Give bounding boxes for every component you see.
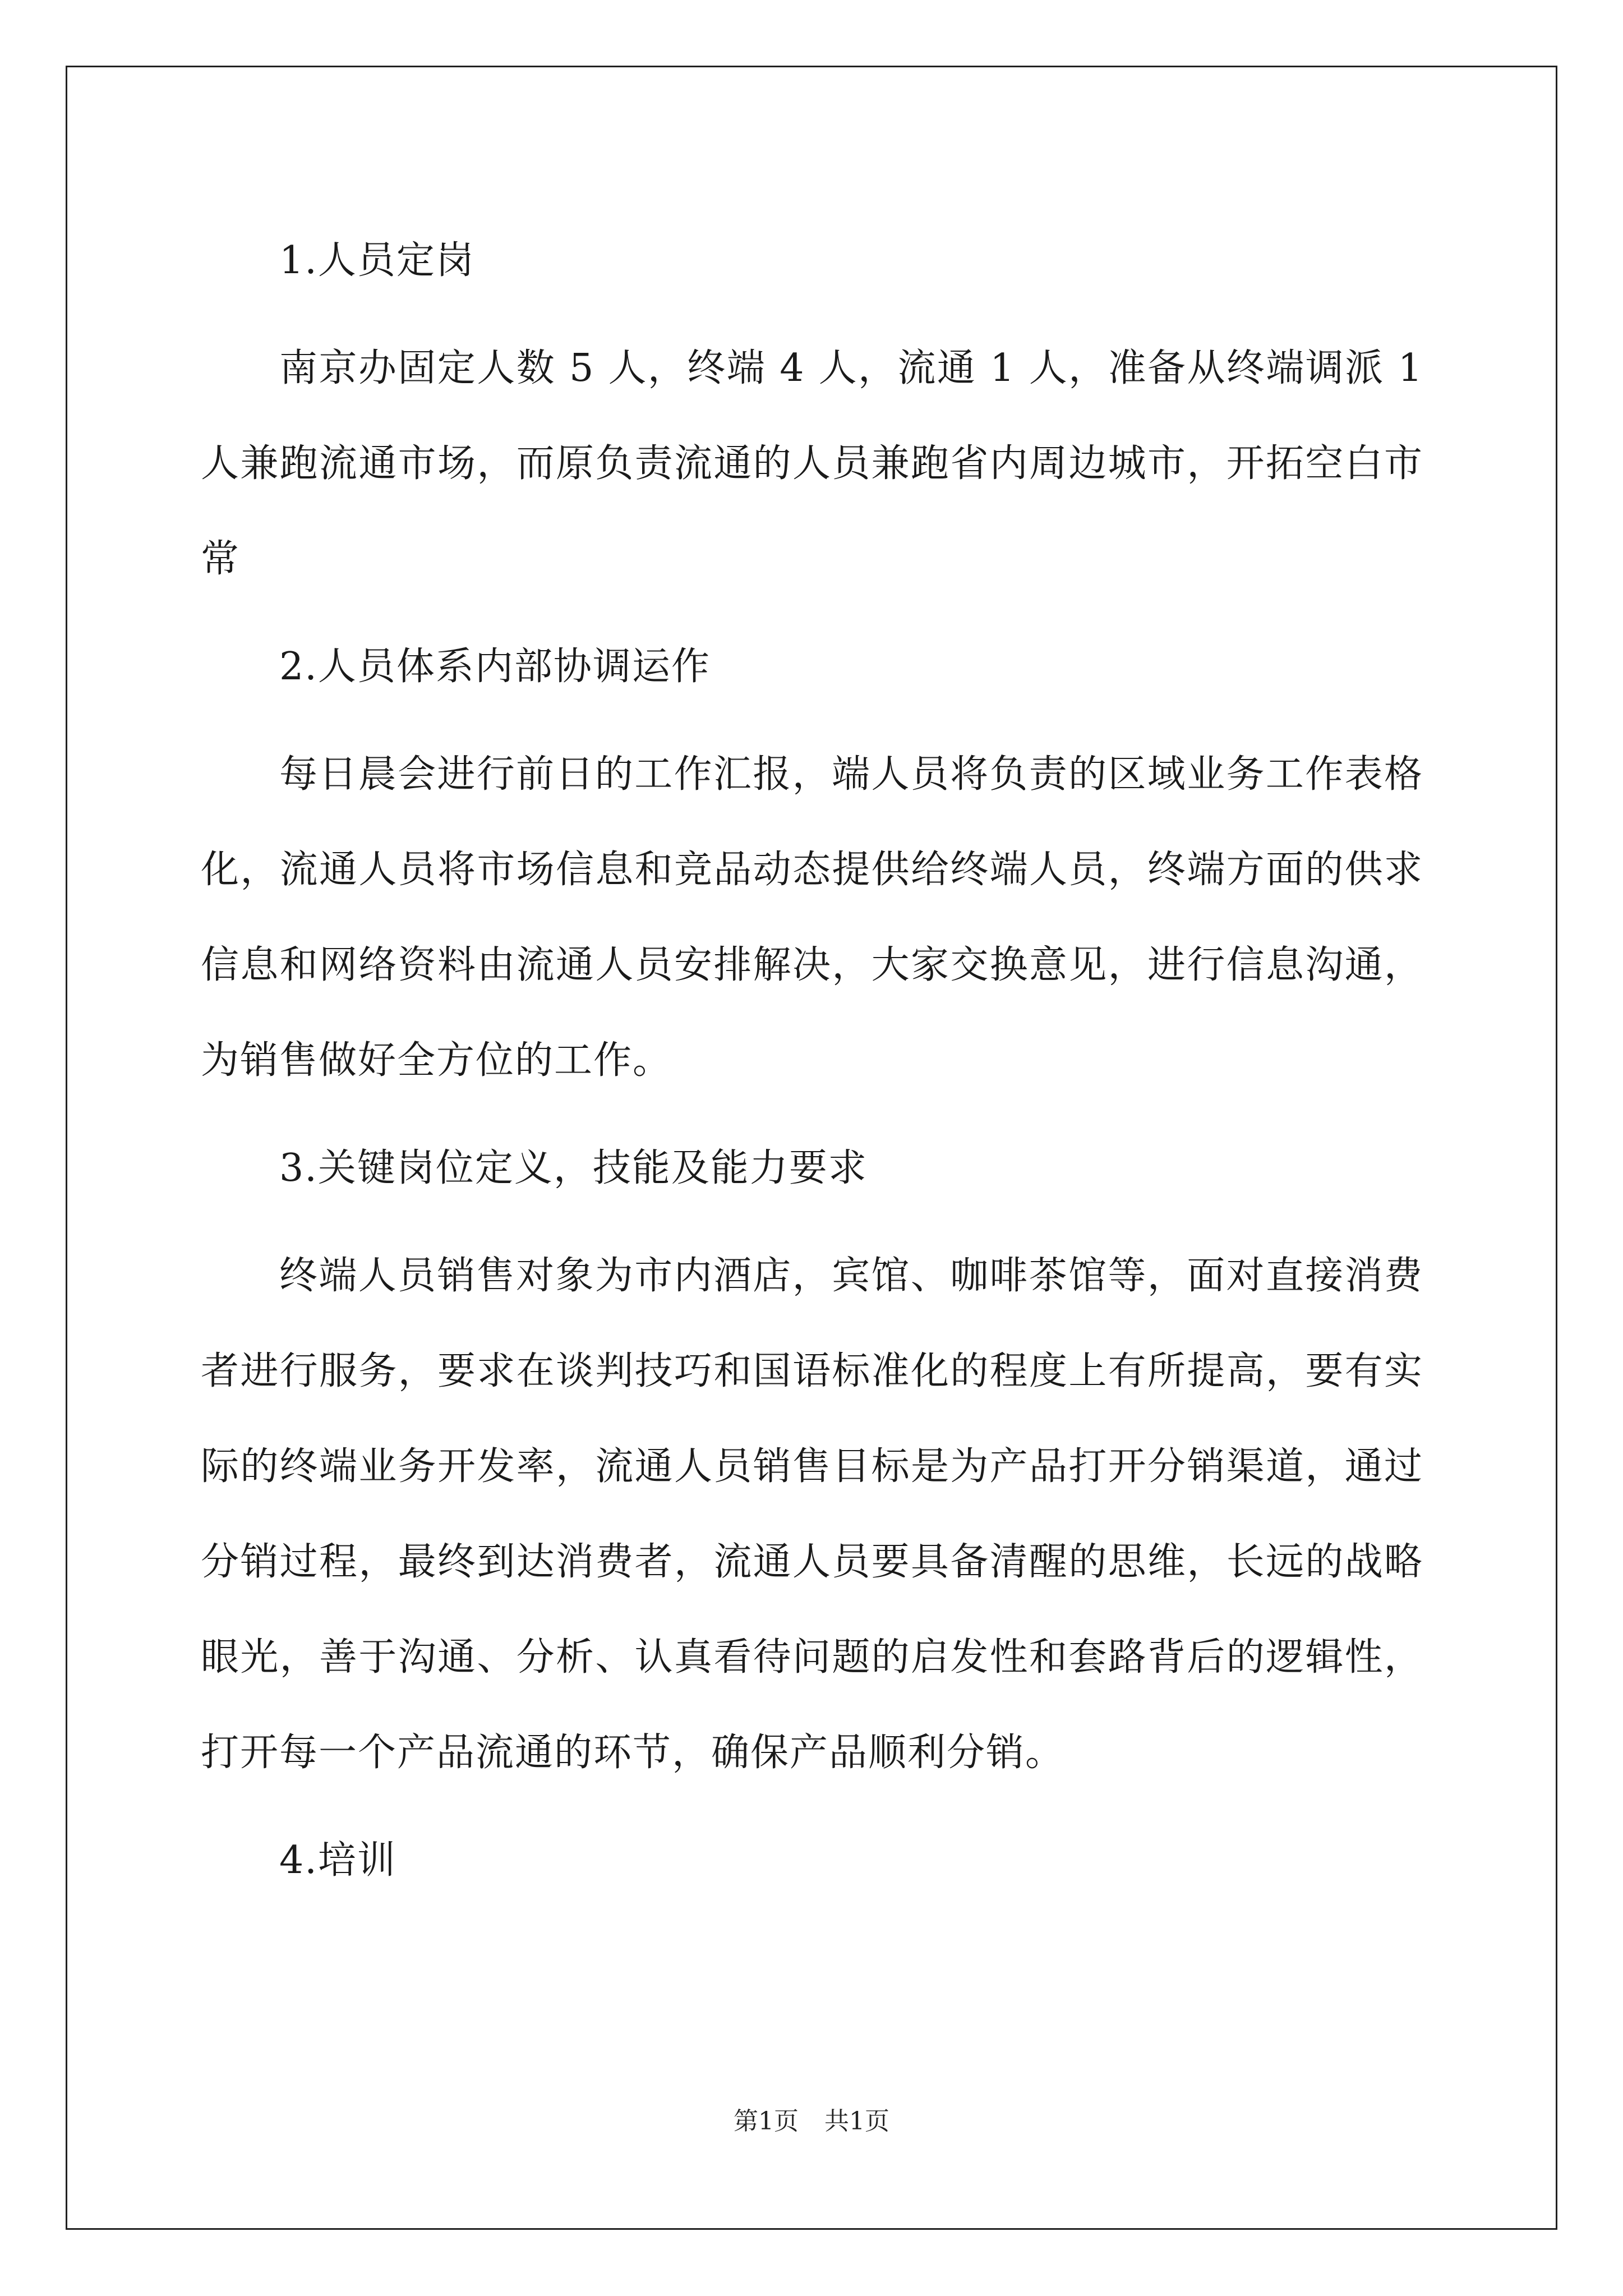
document-body	[201, 213, 1423, 1921]
section-paragraph-1: 南京办固定人数 5 人，终端 4 人，流通 1 人，准备从终端调派 1 人兼跑流通市场，而原负责流通的人员兼跑省内周边城市，开拓空白市常	[201, 346, 1423, 581]
section-heading-2: 2.人员体系内部协调运作	[279, 645, 711, 689]
page-number-total: 共1页	[824, 2107, 889, 2136]
section-heading-3: 3.关键岗位定义，技能及能力要求	[279, 1146, 868, 1190]
section-paragraph-2: 每日晨会进行前日的工作汇报，端人员将负责的区域业务工作表格化，流通人员将市场信息和竞品动态提供给终端人员，终端方面的供求信息和网络资料由流通人员安排解决，大家交换意见，进行信息沟通，为销售做好全方位的工作。	[201, 752, 1423, 1083]
page-footer	[0, 2101, 1623, 2137]
section-heading-4: 4.培训	[279, 1838, 396, 1883]
section-paragraph-3: 终端人员销售对象为市内酒店，宾馆、咖啡茶馆等，面对直接消费者进行服务，要求在谈判技巧和国语标准化的程度上有所提高，要有实际的终端业务开发率，流通人员销售目标是为产品打开分销渠道，通过分销过程，最终到达消费者，流通人员要具备清醒的思维，长远的战略眼光，善于沟通、分析、认真看待问题的启发性和套路背后的逻辑性，打开每一个产品流通的环节，确保产品顺利分销。	[201, 1254, 1423, 1775]
section-heading-1: 1.人员定岗	[279, 238, 475, 283]
page-number-current: 第1页	[734, 2107, 799, 2136]
